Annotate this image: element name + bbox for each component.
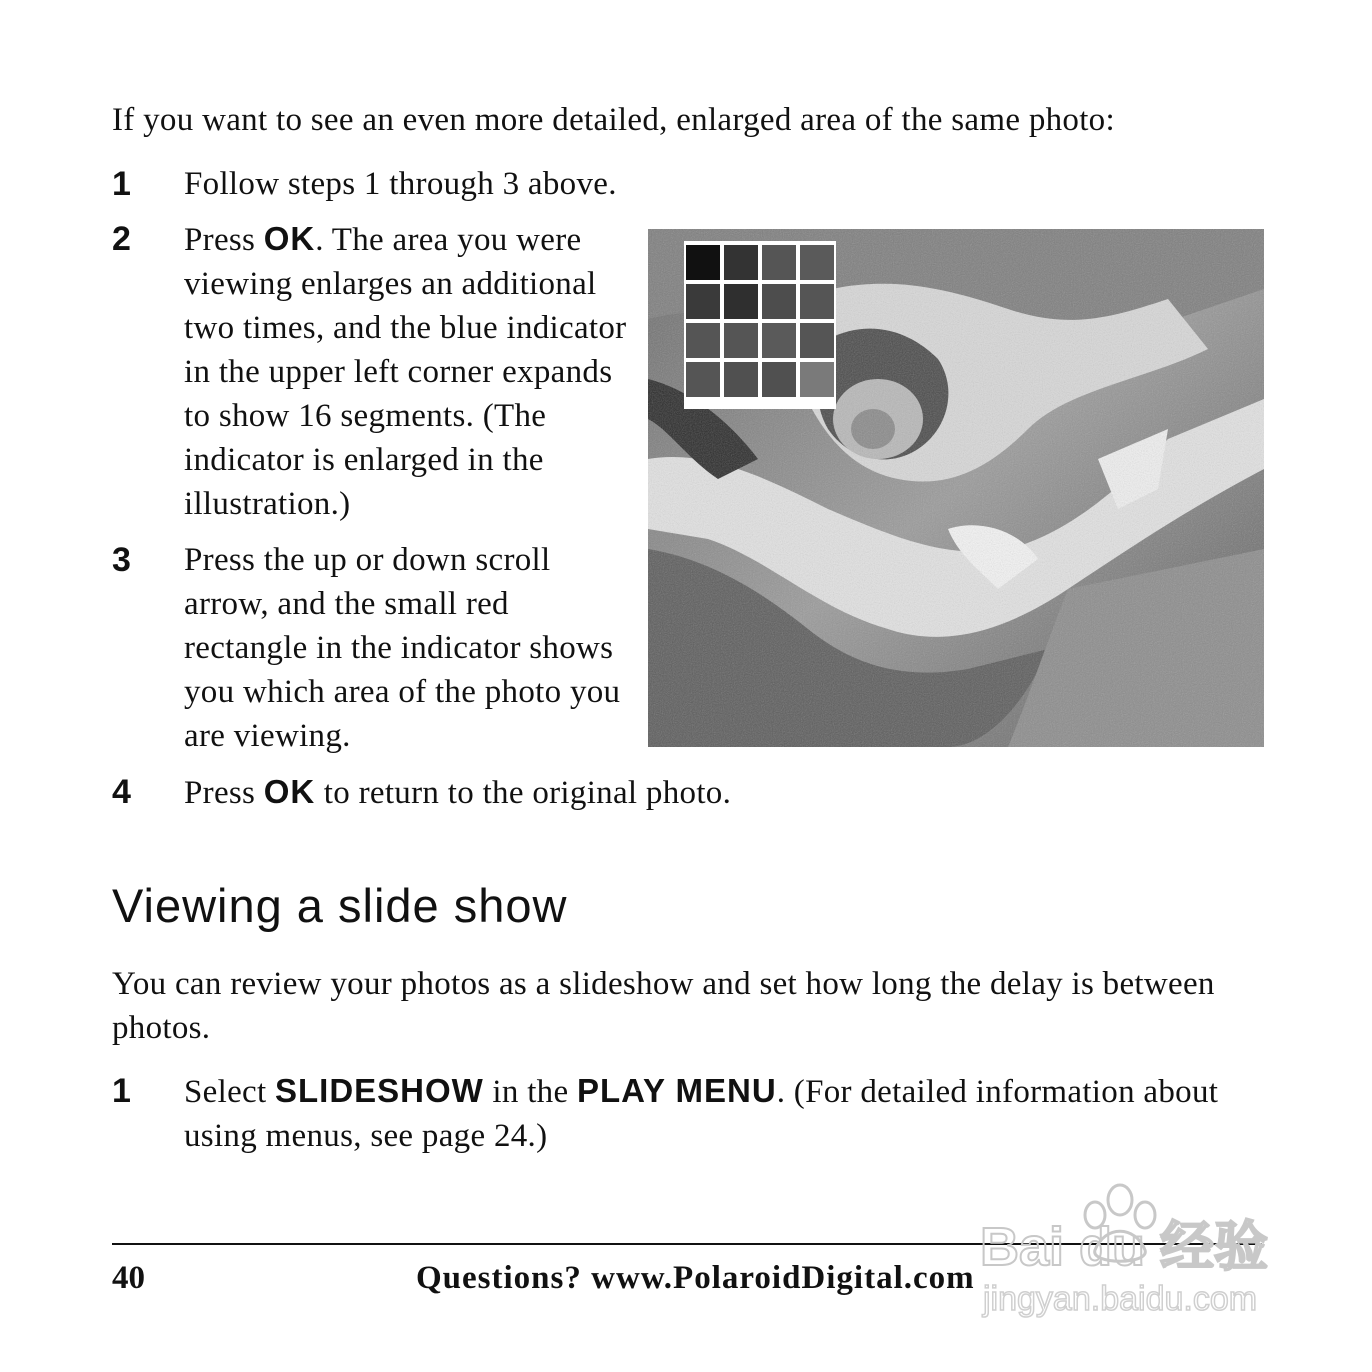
segment-indicator — [684, 241, 836, 409]
baidu-watermark — [975, 1170, 1295, 1330]
section-paragraph: You can review your photos as a slideshow and set how long the delay is between photos. — [112, 966, 1215, 1046]
step-text: Press the up or down scroll arrow, and the small red rectangle in the indicator shows you which area of the photo you are viewing. — [184, 542, 621, 754]
step-number: 1 — [112, 1072, 131, 1110]
slideshow-menu-label: SLIDESHOW — [274, 1072, 484, 1109]
ok-key-label: OK — [263, 220, 316, 257]
step-text-pre: Press — [184, 775, 264, 811]
footer-questions: Questions? www.PolaroidDigital.com — [416, 1260, 975, 1296]
step-number: 3 — [112, 541, 131, 579]
step-text-post: to return to the original photo. — [315, 775, 732, 811]
section-heading: Viewing a slide show — [112, 879, 568, 932]
step-number: 2 — [112, 220, 131, 258]
page-number: 40 — [112, 1260, 145, 1296]
instruction-intro: If you want to see an even more detailed, enlarged area of the same photo: — [112, 102, 1115, 138]
step-text — [184, 770, 731, 815]
step-text: Follow steps 1 through 3 above. — [184, 166, 617, 202]
watermark-brand: Bai du 经验 — [980, 1217, 1269, 1277]
step-number: 1 — [112, 165, 131, 203]
step-text — [184, 217, 634, 526]
play-menu-label: PLAY MENU — [576, 1072, 777, 1109]
step-text-post: . The area you were viewing enlarges an additional two times, and the blue indicator in the upper left corner expands to show 16 segments. (The indicator is enlarged in the illustration.) — [184, 222, 627, 522]
enlarged-photo-illustration — [648, 229, 1264, 747]
step-number: 4 — [112, 773, 131, 811]
ok-key-label: OK — [263, 773, 316, 810]
step-text-pre: Select — [184, 1074, 275, 1110]
step-text-post: . (For detailed information about using menus, see page 24.) — [184, 1074, 1219, 1154]
watermark-url: jingyan.baidu.com — [983, 1280, 1258, 1318]
step-text-mid: in the — [483, 1074, 577, 1110]
step-text-pre: Press — [184, 222, 264, 258]
step-text — [184, 1069, 1264, 1158]
